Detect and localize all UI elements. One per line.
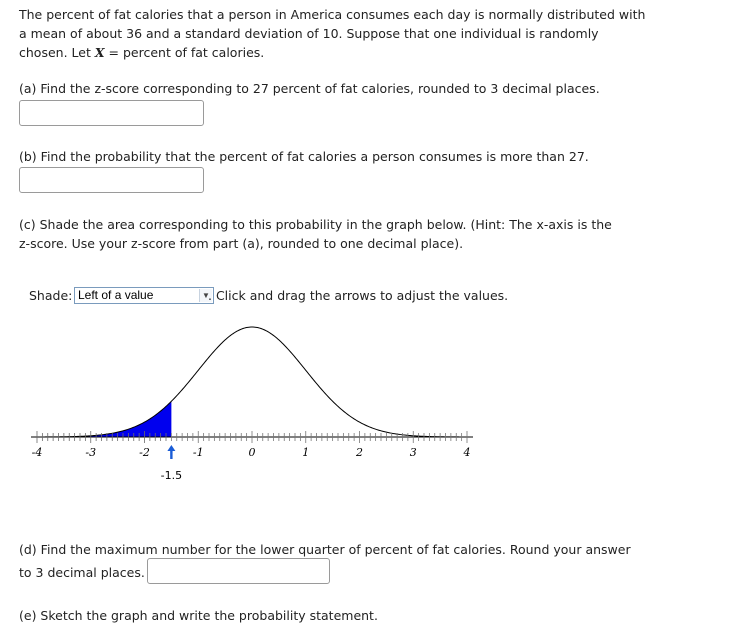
tick-label: 3 (409, 446, 417, 459)
part-d-line-1: (d) Find the maximum number for the lower quarter of percent of fat calories. Round your answer (19, 542, 631, 557)
intro-line-2: a mean of about 36 and a standard deviation of 10. Suppose that one individual is randomly (19, 26, 599, 41)
tick-label: -2 (139, 446, 150, 459)
tick-label: 2 (356, 446, 363, 459)
equals-sign: = (108, 45, 120, 60)
part-c-line-1: (c) Shade the area corresponding to this probability in the graph below. (Hint: The x-axis is the (19, 217, 612, 232)
shaded-area (37, 401, 171, 437)
part-d-answer-input[interactable] (147, 558, 330, 584)
tick-label: -4 (31, 446, 43, 459)
tick-label: -1 (192, 446, 204, 459)
tick-label: -3 (85, 446, 97, 459)
tick-label: 4 (463, 446, 471, 459)
shade-dropdown-value: Left of a value (78, 288, 154, 302)
minor-ticks (37, 431, 467, 443)
intro-line-1: The percent of fat calories that a person in America consumes each day is normally distributed with (19, 7, 646, 22)
variable-x: X (94, 45, 105, 60)
up-arrow-icon[interactable] (167, 445, 175, 459)
chevron-down-icon[interactable]: ▼ (199, 289, 212, 302)
normal-curve (37, 327, 467, 437)
part-d-line-2: to 3 decimal places. (19, 565, 145, 580)
tick-label: 1 (302, 446, 310, 459)
tick-labels (32, 446, 471, 459)
drag-marker[interactable] (161, 445, 182, 482)
part-c-line-2: z-score. Use your z-score from part (a), rounded to one decimal place). (19, 236, 464, 251)
marker-value-label: -1.5 (160, 469, 183, 482)
part-b-label: (b) Find the probability that the percent of fat calories a person consumes is more than 27. (19, 149, 589, 164)
part-a-label: (a) Find the z-score corresponding to 27 percent of fat calories, rounded to 3 decimal places. (19, 81, 600, 96)
tick-label: 0 (248, 446, 256, 459)
shade-label: Shade: (29, 288, 73, 303)
shade-instruction: . Click and drag the arrows to adjust the values. (208, 288, 509, 303)
intro-line-3: chosen. Let X = percent of fat calories. (19, 45, 265, 60)
part-e-label: (e) Sketch the graph and write the probability statement. (19, 608, 378, 623)
